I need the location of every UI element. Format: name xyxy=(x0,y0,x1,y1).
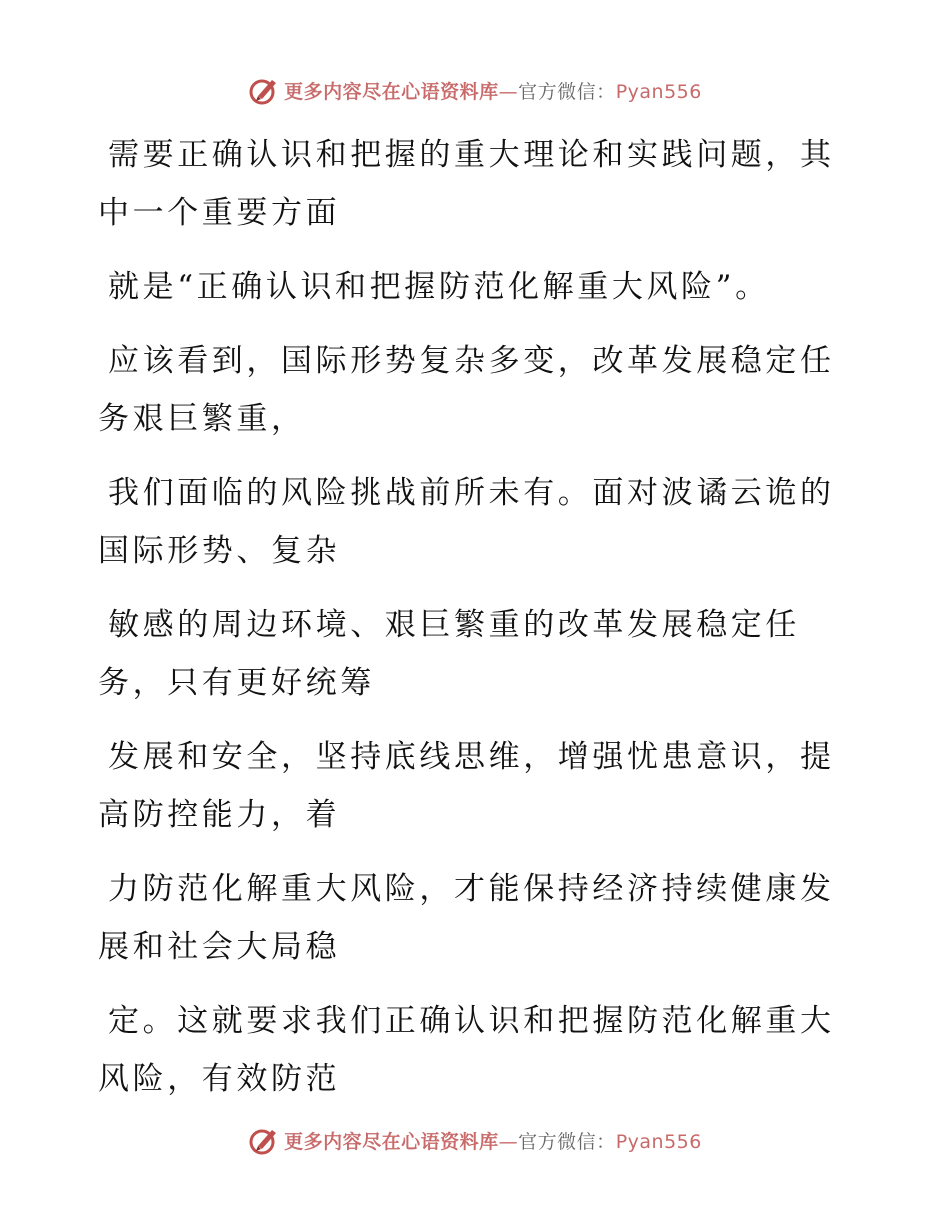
banner-wechat-id: Pyan556 xyxy=(615,80,702,103)
paragraph-line: 就是“正确认识和把握防范化解重大风险”。 xyxy=(108,269,770,305)
paragraph-line: 高防控能力，着 xyxy=(98,797,341,833)
banner-official-label: 官方微信： xyxy=(518,80,616,103)
banner-dash: — xyxy=(498,1130,519,1153)
paragraph-line: 应该看到，国际形势复杂多变，改革发展稳定任 xyxy=(108,343,835,379)
paragraph-line: 敏感的周边环境、艰巨繁重的改革发展稳定任 xyxy=(108,607,800,643)
paragraph-line: 务艰巨繁重， xyxy=(98,401,306,437)
paragraph xyxy=(98,332,838,448)
paragraph-line: 我们面临的风险挑战前所未有。面对波谲云诡的 xyxy=(108,475,835,511)
paragraph xyxy=(98,596,838,712)
paragraph-line: 展和社会大局稳 xyxy=(98,929,341,965)
paragraph-line: 定。这就要求我们正确认识和把握防范化解重大 xyxy=(108,1003,835,1039)
paragraph xyxy=(98,258,838,316)
banner-main-text: 更多内容尽在心语资料库 xyxy=(284,1130,499,1153)
paragraph-line: 需要正确认识和把握的重大理论和实践问题，其 xyxy=(108,137,835,173)
paragraph-line: 力防范化解重大风险，才能保持经济持续健康发 xyxy=(108,871,835,907)
paragraph xyxy=(98,860,838,976)
banner-official-label: 官方微信： xyxy=(518,1130,616,1153)
paragraph-line: 国际形势、复杂 xyxy=(98,533,341,569)
banner-main-text: 更多内容尽在心语资料库 xyxy=(284,80,499,103)
paragraph xyxy=(98,464,838,580)
banner-text xyxy=(284,77,702,104)
paragraph xyxy=(98,992,838,1108)
paragraph-line: 发展和安全，坚持底线思维，增强忧患意识，提 xyxy=(108,739,835,775)
paragraph xyxy=(98,728,838,844)
paragraph xyxy=(98,126,838,242)
document-body xyxy=(98,126,838,1124)
paragraph-line: 务，只有更好统筹 xyxy=(98,665,375,701)
header-banner xyxy=(0,70,950,110)
paragraph-line: 中一个重要方面 xyxy=(98,195,341,231)
banner-dash: — xyxy=(498,80,519,103)
paragraph-line: 风险，有效防范 xyxy=(98,1061,341,1097)
banner-text xyxy=(284,1127,702,1154)
pen-logo-icon xyxy=(248,74,280,106)
banner-wechat-id: Pyan556 xyxy=(615,1130,702,1153)
footer-banner xyxy=(0,1120,950,1160)
pen-logo-icon xyxy=(248,1124,280,1156)
